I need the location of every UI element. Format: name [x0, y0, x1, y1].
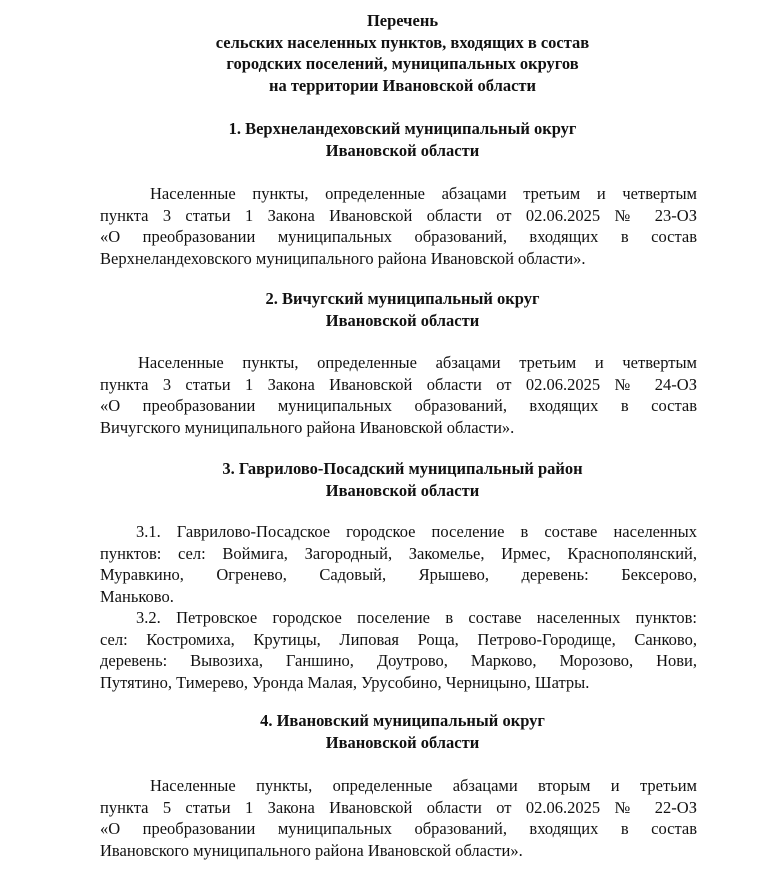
paragraph-line: пункта 3 статьи 1 Закона Ивановской области от 02.06.2025 № 24-ОЗ	[100, 374, 697, 394]
section-3-paragraph-2	[100, 607, 697, 693]
paragraph-line: пунктов: сел: Воймига, Загородный, Закомелье, Ирмес, Краснополянский,	[100, 543, 697, 563]
section-4-paragraph	[100, 775, 697, 861]
paragraph-line: Ивановского муниципального района Ивановской области».	[100, 840, 523, 860]
paragraph-line: 3.2. Петровское городское поселение в составе населенных пунктов:	[136, 608, 697, 627]
paragraph-line: «О преобразовании муниципальных образований, входящих в состав	[100, 396, 697, 415]
paragraph-line: «О преобразовании муниципальных образований, входящих в состав	[100, 819, 697, 838]
title-line: на территории Ивановской области	[268, 75, 537, 95]
title-line: сельских населенных пунктов, входящих в состав	[215, 32, 590, 52]
paragraph-line: «О преобразовании муниципальных образований, входящих в состав	[100, 227, 697, 246]
paragraph-line: Населенные пункты, определенные абзацами третьим и четвертым	[150, 184, 697, 203]
section-1-paragraph	[100, 183, 697, 269]
paragraph-line: Верхнеландеховского муниципального района Ивановской области».	[100, 248, 586, 268]
paragraph-line: деревень: Вывозиха, Ганшино, Доутрово, Марково, Морозово, Нови,	[100, 651, 697, 670]
section-heading-line: Ивановской области	[325, 732, 480, 752]
paragraph-line: Муравкино, Огренево, Садовый, Ярышево, деревень: Бексерово,	[100, 565, 697, 584]
paragraph-line: Населенные пункты, определенные абзацами вторым и третьим	[150, 776, 697, 795]
title-line: городских поселений, муниципальных округов	[226, 54, 579, 73]
section-4-heading	[0, 710, 780, 753]
paragraph-line: Маньково.	[100, 586, 174, 606]
section-2-paragraph	[100, 352, 697, 438]
section-heading-line: Ивановской области	[325, 310, 480, 330]
section-3-paragraph-1	[100, 521, 697, 607]
title-line: Перечень	[366, 11, 439, 30]
paragraph-line: 3.1. Гаврилово-Посадское городское поселение в составе населенных	[136, 522, 697, 541]
paragraph-line: Населенные пункты, определенные абзацами третьим и четвертым	[138, 353, 697, 372]
section-heading-line: 2. Вичугский муниципальный округ	[265, 289, 540, 308]
section-heading-line: 1. Верхнеландеховский муниципальный округ	[228, 119, 577, 138]
section-1-heading	[0, 118, 780, 161]
paragraph-line: Путятино, Тимерево, Уронда Малая, Урусобино, Черницыно, Шатры.	[100, 672, 590, 692]
section-3-heading	[0, 458, 780, 501]
section-heading-line: Ивановской области	[325, 480, 480, 500]
paragraph-line: сел: Костромиха, Крутицы, Липовая Роща, Петрово-Городище, Санково,	[100, 629, 697, 649]
paragraph-line: пункта 3 статьи 1 Закона Ивановской области от 02.06.2025 № 23-ОЗ	[100, 205, 697, 225]
document-title	[0, 10, 780, 96]
paragraph-line: Вичугского муниципального района Ивановской области».	[100, 417, 515, 437]
section-2-heading	[0, 288, 780, 331]
paragraph-line: пункта 5 статьи 1 Закона Ивановской области от 02.06.2025 № 22-ОЗ	[100, 797, 697, 817]
section-heading-line: 4. Ивановский муниципальный округ	[260, 711, 545, 730]
section-heading-line: 3. Гаврилово-Посадский муниципальный район	[222, 459, 583, 478]
section-heading-line: Ивановской области	[325, 140, 480, 160]
